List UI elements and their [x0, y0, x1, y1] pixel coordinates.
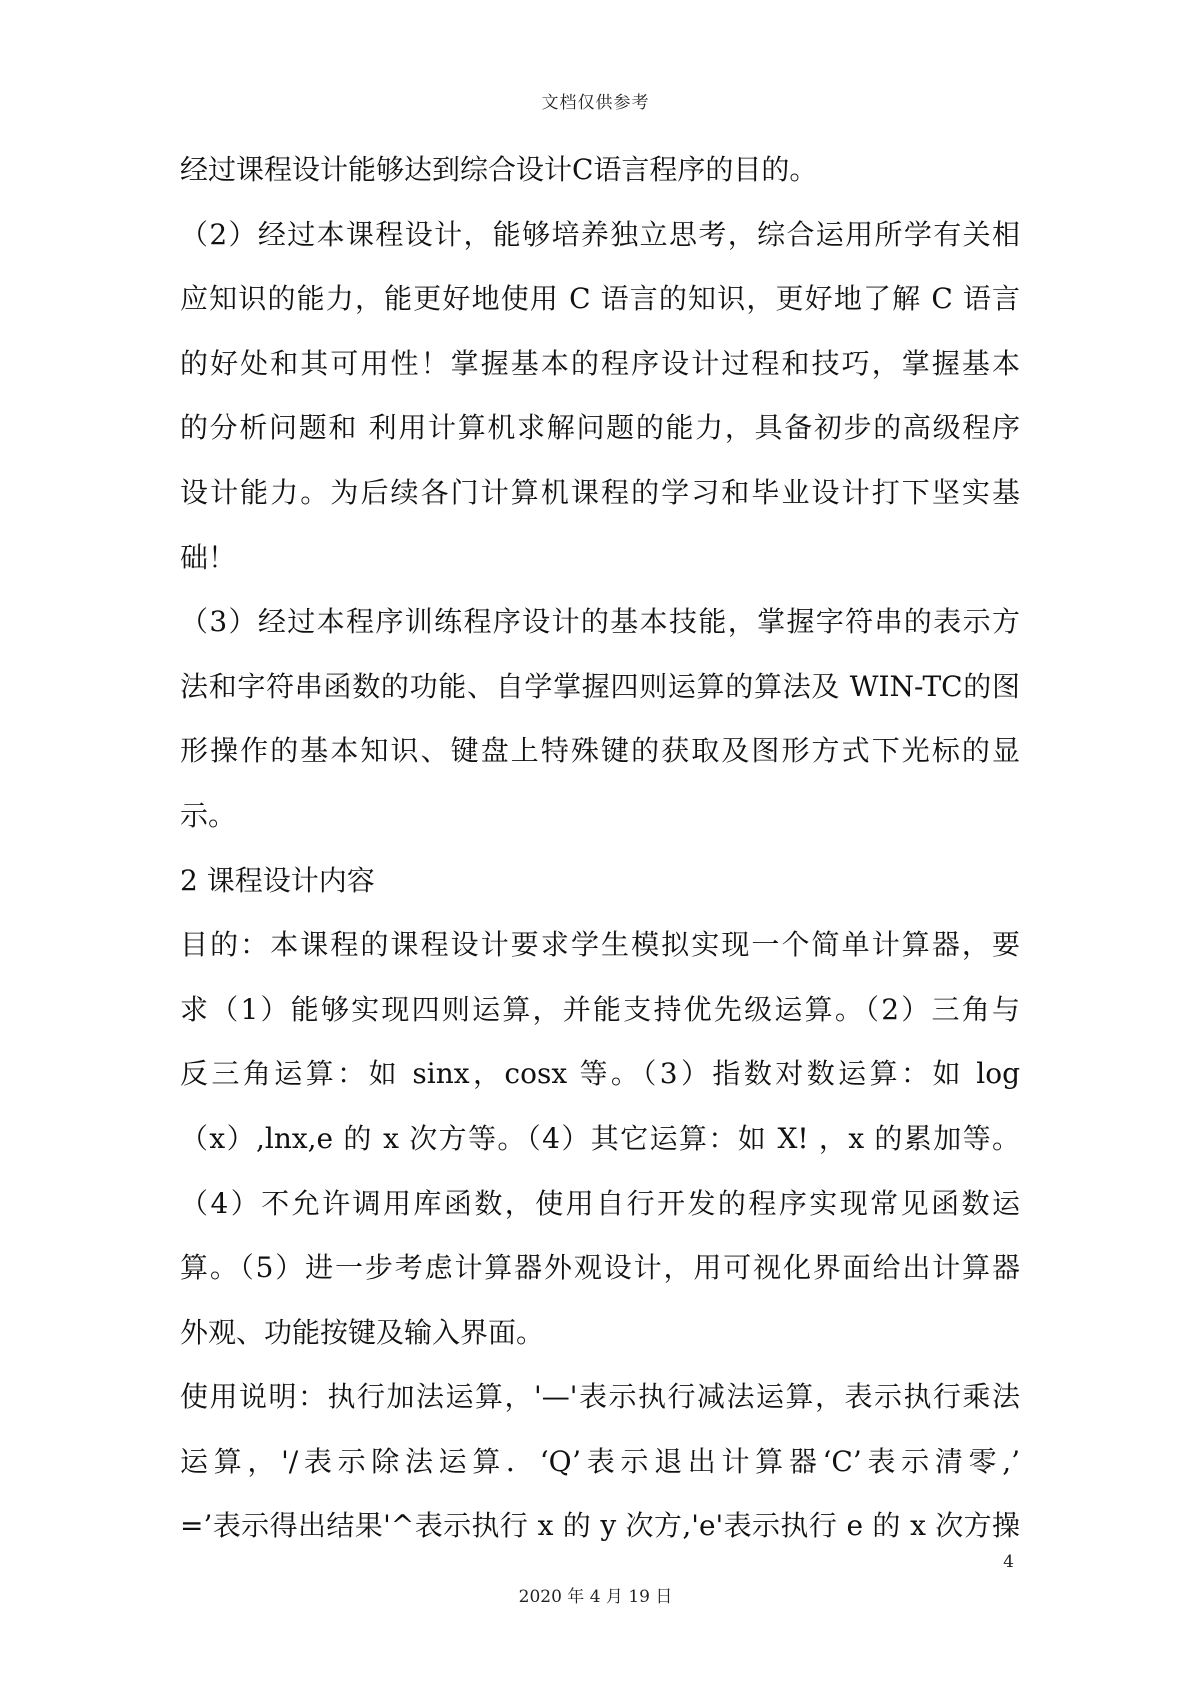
text-line: 的分析问题和 利用计算机求解问题的能力，具备初步的高级程序 [180, 411, 1020, 445]
text-line: 外观、功能按键及输入界面。 [180, 1315, 545, 1349]
document-body [180, 138, 1020, 1559]
page-number: 4 [1003, 1552, 1014, 1572]
text-line: 形操作的基本知识、键盘上特殊键的获取及图形方式下光标的显 [180, 734, 1020, 768]
text-line: 运算，'/表示除法运算．‘Q’表示退出计算器‘C’表示清零,’ [180, 1444, 1020, 1478]
text-line: 反三角运算：如 sinx，cosx 等。（3）指数对数运算：如 log [180, 1057, 1020, 1091]
text-line: 设计能力。为后续各门计算机课程的学习和毕业设计打下坚实基 [180, 475, 1020, 509]
text-line: （3）经过本程序训练程序设计的基本技能，掌握字符串的表示方 [180, 605, 1020, 639]
text-line: （4）不允许调用库函数，使用自行开发的程序实现常见函数运 [180, 1186, 1020, 1220]
text-line: （x）,lnx,e 的 x 次方等。（4）其它运算：如 X! ，x 的累加等。 [180, 1121, 1020, 1155]
text-line: 法和字符串函数的功能、自学掌握四则运算的算法及 WIN-TC的图 [180, 669, 1020, 703]
text-line: 的好处和其可用性！掌握基本的程序设计过程和技巧，掌握基本 [180, 346, 1020, 380]
text-line: 求（1）能够实现四则运算，并能支持优先级运算。（2）三角与 [180, 992, 1020, 1026]
page-header: 文档仅供参考 [541, 93, 650, 113]
text-line: 示。 [180, 798, 237, 832]
text-line: 算。（5）进一步考虑计算器外观设计，用可视化界面给出计算器 [180, 1251, 1020, 1285]
text-line: 应知识的能力，能更好地使用 C 语言的知识，更好地了解 C 语言 [180, 282, 1020, 316]
text-line: （2）经过本课程设计，能够培养独立思考，综合运用所学有关相 [180, 217, 1020, 251]
text-line: 础！ [180, 540, 237, 574]
text-line: 目的：本课程的课程设计要求学生模拟实现一个简单计算器，要 [180, 928, 1020, 962]
text-line: 使用说明：执行加法运算，'—'表示执行减法运算，表示执行乘法 [180, 1380, 1020, 1414]
text-line: =’表示得出结果'^表示执行 x 的 y 次方,'e'表示执行 e 的 x 次方操 [180, 1509, 1020, 1543]
text-line: 经过课程设计能够达到综合设计C语言程序的目的。 [180, 153, 818, 186]
section-heading: 2 课程设计内容 [180, 863, 375, 897]
page-footer-date: 2020 年 4 月 19 日 [518, 1587, 673, 1607]
